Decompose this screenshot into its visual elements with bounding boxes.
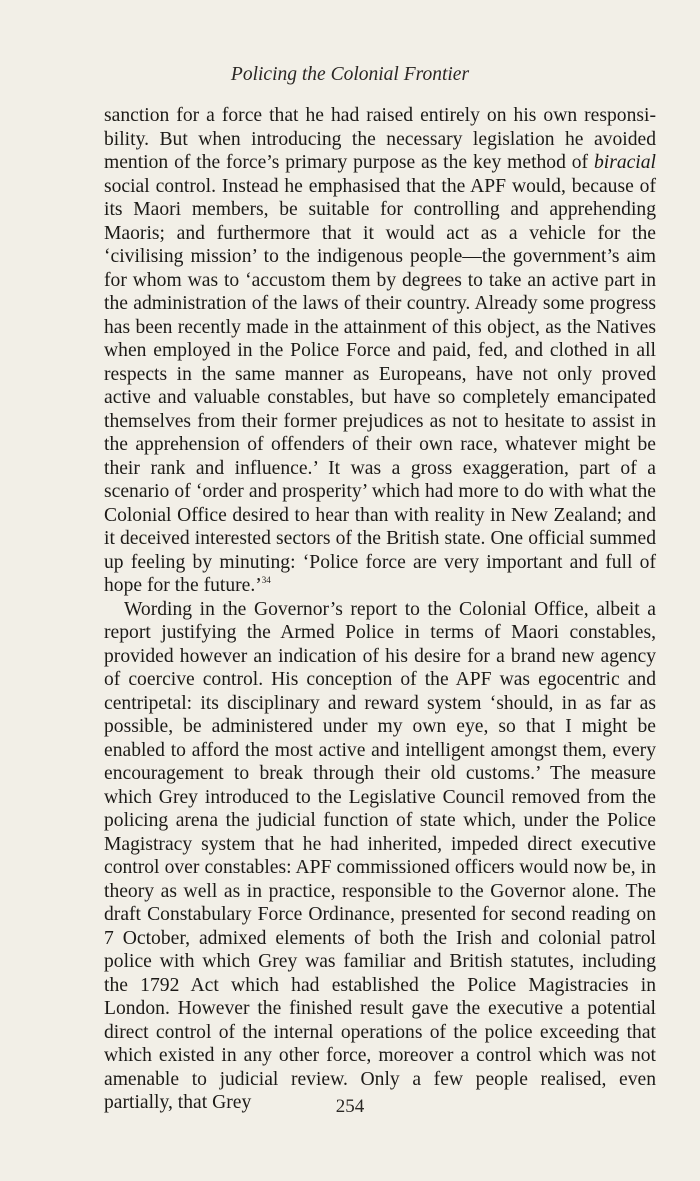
body-text (104, 104, 656, 1115)
paragraph-1-text-b: social control. Instead he emphasised that the APF would, because of its Maori members, be suitable for controlling and apprehending Maoris; and furthermore that it would act as a vehicle for the ‘civilising mission’ to the indigenous people—the government’s aim for whom was to ‘accustom them by degrees to take an active part in the administration of the laws of their country. Already some progress has been recently made in the attainment of this object, as the Natives when employed in the Police Force and paid, fed, and clothed in all respects in the same manner as Europeans, have not only proved active and valuable constables, but have so completely emancipated themselves from their former prejudices as not to hesitate to assist in the apprehension of offenders of their own race, whatever might be their rank and influence.’ It was a gross exaggeration, part of a scenario of ‘order and prosperity’ which had more to do with what the Colonial Office desired to hear than with reality in New Zealand; and it deceived interested sectors of the British state. One official summed up feeling by minuting: ‘Police force are very important and full of hope for the future.’ (104, 175, 656, 596)
page-number: 254 (335, 1096, 365, 1117)
running-head: Policing the Colonial Frontier (230, 64, 470, 85)
italic-term: biracial (593, 152, 656, 173)
footnote-ref: 34 (261, 574, 271, 585)
paragraph-1 (104, 104, 656, 598)
paragraph-1-text-a: sanction for a force that he had raised entirely on his own responsibility. But when introducing the necessary legislation he avoided mention of the force’s primary purpose as the key method of (104, 105, 656, 173)
paragraph-2: Wording in the Governor’s report to the Colonial Office, albeit a report justifying the Armed Police in terms of Maori constables, provided however an indication of his desire for a brand new agency of coercive control. His conception of the APF was egocentric and centripetal: its disciplinary and reward system ‘should, in as far as possible, be administered under my own eye, so that I might be enabled to afford the most active and intelligent amongst them, every encouragement to break through their old customs.’ The measure which Grey introduced to the Legislative Council removed from the policing arena the judicial function of state which, under the Police Magistracy system that he had inherited, impeded direct executive control over constables: APF commissioned officers would now be, in theory as well as in practice, responsible to the Governor alone. The draft Constabulary Force Ordinance, presented for second reading on 7 October, admixed elements of both the Irish and colonial patrol police with which Grey was familiar and British statutes, including the 1792 Act which had established the Police Magistracies in London. However the finished result gave the executive a potential direct control of the internal operations of the police exceeding that which existed in any other force, moreover a control which was not amenable to judicial review. Only a few people realised, even partially, that Grey (104, 598, 656, 1113)
